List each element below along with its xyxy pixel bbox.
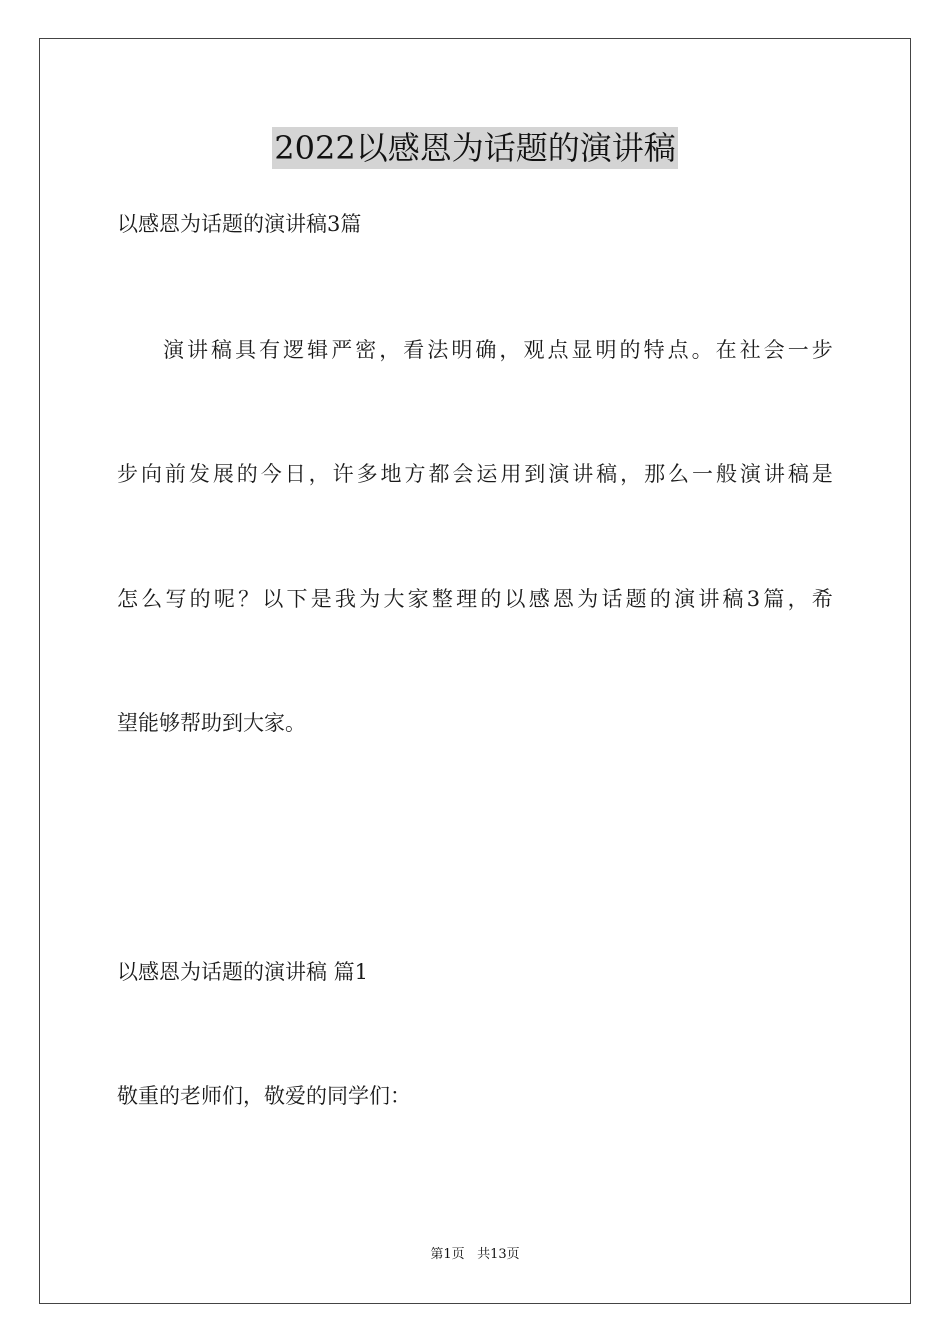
intro-line-1: 演讲稿具有逻辑严密，看法明确，观点显明的特点。在社会一步 bbox=[163, 338, 833, 362]
greeting-line: 敬重的老师们，敬爱的同学们： bbox=[117, 1084, 411, 1108]
page-total: 共13页 bbox=[477, 1247, 520, 1262]
page-number: 第1页 bbox=[430, 1247, 465, 1262]
intro-line-2: 步向前发展的今日，许多地方都会运用到演讲稿，那么一般演讲稿是 bbox=[117, 462, 833, 486]
page-footer bbox=[0, 1245, 950, 1265]
title-container bbox=[0, 127, 950, 169]
document-title: 2022以感恩为话题的演讲稿 bbox=[274, 129, 676, 167]
document-subtitle: 以感恩为话题的演讲稿3篇 bbox=[117, 212, 362, 236]
section-heading: 以感恩为话题的演讲稿 篇1 bbox=[117, 960, 369, 984]
intro-line-4: 望能够帮助到大家。 bbox=[117, 711, 306, 735]
intro-line-3: 怎么写的呢？以下是我为大家整理的以感恩为话题的演讲稿3篇，希 bbox=[117, 587, 833, 611]
